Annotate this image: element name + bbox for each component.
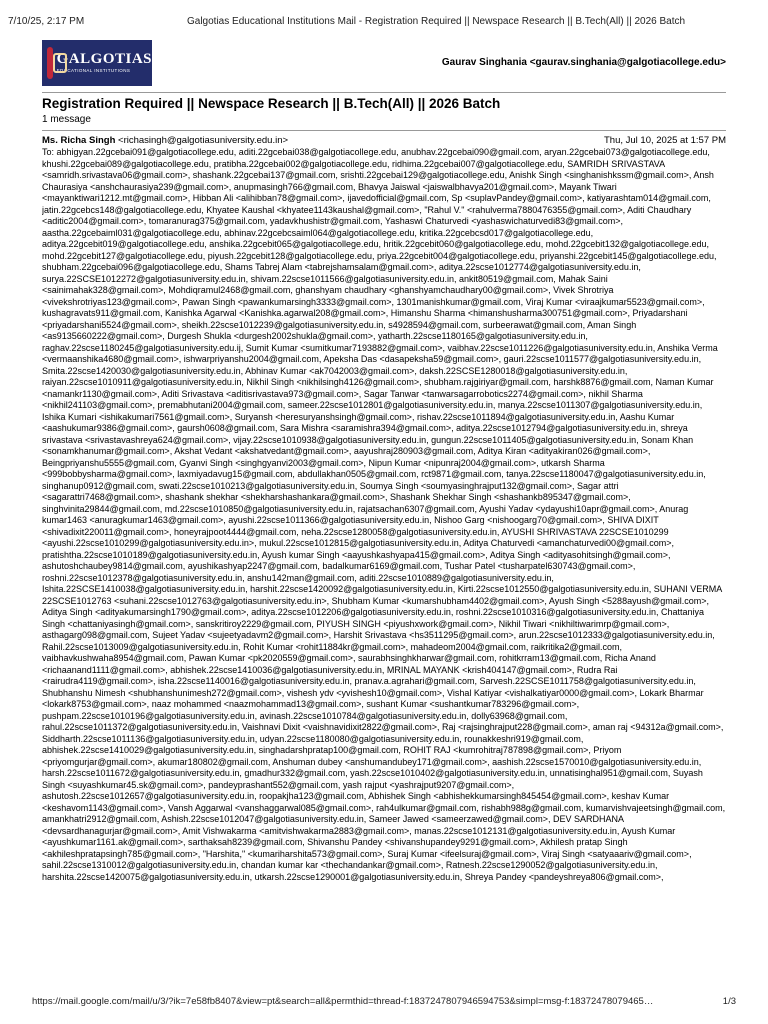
logo-subtext: EDUCATIONAL INSTITUTIONS	[56, 68, 131, 74]
account-identity: Gaurav Singhania <gaurav.singhania@galgotiacollege.edu>	[441, 57, 726, 68]
galgotias-logo	[42, 40, 152, 86]
thread-subject: Registration Required || Newspace Research || B.Tech(All) || 2026 Batch	[42, 96, 501, 111]
page-number: 1/3	[722, 996, 736, 1007]
header-divider	[42, 92, 726, 93]
print-header	[0, 16, 768, 30]
sender-email: <richasingh@galgotiasuniversity.edu.in>	[118, 135, 289, 146]
sender-name: Ms. Richa Singh	[42, 135, 116, 146]
logo-word: GALGOTIAS	[56, 51, 152, 68]
logo-text	[57, 52, 152, 74]
thread-divider	[42, 130, 726, 131]
message-count: 1 message	[42, 114, 91, 125]
print-footer	[0, 996, 768, 1010]
print-document-title: Galgotias Educational Institutions Mail - Registration Required || Newspace Research || B.Tech(All) || 2026 Batch	[187, 16, 686, 27]
recipients-text: abhigyan.22gcebai091@galgotiacollege.edu, aditi.22gcebai038@galgotiacollege.edu, anubhav.22gcebai090@gmail.com, aryan.22gcebai073@galgotiacollege.edu, khushi.22gcebai089@galgotiacollege.edu, pratibha.22gcebai002@galgotiacollege.edu, ridhima.22gcebai007@galgotiacollege.edu, SAMRIDH SRIVASTAVA <samridh.srivastava06@gmail.com>, shashank.22gcebai137@gmail.com, srishti.22gcebai129@galgotiacollege.edu, Anishk Singh <singhanishkssm@gmail.com>, Ansh Chaurasiya <anshchaurasiya239@gmail.com>, anupmasingh766@gmail.com, Bhavya Jaiswal <jaiswalbhavya201@gmail.com>, Mayank Tiwari <mayanktiwari1212.mt@gmail.com>, Hibban Ali <alihibban78@gmail.com>, ijavedofficial@gmail.com, Sp <suplavPandey@gmail.com>, katiyarashtam014@gmail.com, jatin.22gcebcs148@galgotiacollege.edu, Khyatee Kaushal <khyatee1143kaushal@gmail.com>, "Rahul V." <rahulverma7880476355@gmail.com>, Aditi Chaudhary <aditic2004@gmail.com>, tomaranurag375@gmail.com, yadavkhushistr@gmail.com, Yashaswi Chaturvedi <yashaswichaturvedi83@gmail.com>, aastha.22gcebaiml031@galgotiacollege.edu, abhinav.22gcebcsaiml064@galgotiacollege.edu, kritika.22gcebcsd017@galgotiacollege.edu, aditya.22gcebit019@galgotiacollege.edu, anshika.22gcebit065@galgotiacollege.edu, hritik.22gcebit060@galgotiacollege.edu, mohd.22gcebit132@galgotiacollege.edu, mohd.22gcebit127@galgotiacollege.edu, piyush.22gcebit128@galgotiacollege.edu, priya.22gcebit004@galgotiacollege.edu, priyanshi.22gcebit145@galgotiacollege.edu, shubham.22gcebai096@galgotiacollege.edu, Shams Tabrej Alam <tabrejshamsalam@gmail.com>, aditya.22scse1012774@galgotiasuniversity.edu.in, surya.22SCSE1012272@galgotiasuniversity.edu.in, shivam.22scse1011566@galgotiasuniversity.edu.in, ankit80519@gmail.com, Mahak Saini <sainimahak328@gmail.com>, Mohdiqramul2468@gmail.com, ghanshyam chaudhary <ghanshyamchaudhary00@gmail.com>, Vivek Shrotriya <vivekshrotriyas123@gmail.com>, Pawan Singh <pawankumarsingh3333@gmail.com>, 1301manishkumar@gmail.com, Viraj Kumar <viraajkumar5523@gmail.com>, kushagravats911@gmail.com, Kanishka Agarwal <Kanishka.agarwal208@gmail.com>, Himanshu Sharma <himanshusharma300751@gmail.com>, Priyadarshani <priyadarshani5524@gmail.com>, sheikh.22scse1012239@galgotiasuniversity.edu.in, s4928594@gmail.com, surbeerawat@gmail.com, Aman Singh <as9135660222@gmail.com>, Durgesh Shukla <durgesh2002shukla@gmail.com>, yatharth.22scse1180165@galgotiasuniversity.edu.in, raghav.22scse1180245@galgotiasuniversity.edu.ij, Sumit Kumar <sumitkumar7193882@gmail.com>, vaibhav.22scse1011226@galgotiasuniversity.edu.in, Anshika Verma <vermaanshika4680@gmail.com>, ishwarpriyanshu2004@gmail.com, Apeksha Das <dasapeksha59@gmail.com>, gauri.22scse1011577@galgotiasuniversity.edu.in, Smita.22scse1420030@galgotiasuniversity.edu.in, Abhinav Kumar <ak7042003@gmail.com>, daksh.22SCSE1280018@galgotiasuniversity.edu.in, raiyan.22scse1010911@galgotiasuniversity.edu.in, Nikhil Singh <nikhilsingh4126@gmail.com>, shubham.rajgiriyar@gmail.com, harshk8876@gmail.com, Naman Kumar <namankr1130@gmail.com>, Aditi Srivastava <aditisrivastava973@gmail.com>, Sagar Tanwar <tanwarsagarrobotics2274@gmail.com>, nikhil Sharma <nikhil241103@gmail.com>, premabhutani2004@gmail.com, sameer.22scse1012801@galgotiasuniversity.edu.in, manya.22scse1011307@galgotiasuniversity.edu.in, Ishika Kumari <ishikakumari7561@gmail.com>, Suryansh <heresuryanshsingh@gmail.com>, rishav.22scse1011894@galgotiasuniversity.edu.in, Aashu Kumar <aashukumar9386@gmail.com>, gaursh0608@gmail.com, Sara Mishra <saramishra394@gmail.com>, aditya.22scse1012794@galgotiasuniversity.edu.in, shreya srivastava <srivastavashreya624@gmail.com>, vijay.22scse1010938@galgotiasuniversity.edu.in, gungun.22scse1011405@galgotiasuniversity.edu.in, Sonam Khan <sonamkhanumar@gmail.com>, Akshat Vedant <akshatvedant@gmail.com>, aayushraj280903@gmail.com, Aditya Kiran <adityakiran026@gmail.com>, Beingpriyanshu5555@gmail.com, Gyanvi Singh <singhgyanvi2003@gmail.com>, Nipun Kumar <nipunraj2004@gmail.com>, utkarsh Sharma <999bobbysharma@gmail.com>, laxmiyadavug15@gmail.com, abdullakhan0505@gmail.com, rct9871@gmail.com, tanya.22scse1180047@galgotiasuniversity.edu.in, singhanup0912@gmail.com, swati.22scse1010213@galgotiasuniversity.edu.in, Soumya Singh <soumyasinghrajput132@gmail.com>, Sagar attri <sagarattri7468@gmail.com>, shashank shekhar <shekharshashankara@gmail.com>, Shashank Shekhar Singh <shashankb895347@gmail.com>, singhvinita29844@gmail.com, md.22scse1010850@galgotiasuniversity.edu.in, rajatsachan6307@gmail.com, Ayushi Yadav <ydayushi10apr@gmail.com>, Anurag kumar1463 <anuragkumar1463@gmail.com>, ayushi.22scse1011366@galgotiasuniversity.edu.in, Nishoo Garg <nishoogarg70@gmail.com>, SHIVA DIXIT <shivadixit220011@gmail.com>, honeyrajpoot4444@gmail.com, neha.22scse1280058@galgotiasuniversity.edu.in, AYUSHI SHRIVASTAVA 22SCSE1010299 <ayushi.22scse1010299@galgotiasuniversity.edu.in>, mukul.22scse1012815@galgotiasuniversity.edu.in, Aditya Chaturvedi <amanchaturvedi00@gmail.com>, pratishtha.22scse1010189@galgotiasuniversity.edu.in, Ayush kumar Singh <aayushkashyapa415@gmail.com>, Aditya Singh <adityasohitsingh@gmail.com>, ashutoshchaubey9814@gmail.com, ayushikashyap2247@gmail.com, badalkumar6169@gmail.com, Tushar Patel <tusharpatel630743@gmail.com>, roshni.22scse1012378@galgotiasuniversity.edu.in, anshu142man@gmail.com, aditi.22scse1010889@galgotiasuniversity.edu.in, Ishita.22SCSE1410038@galgotiasuniversity.edu.in, harshit.22scse1420092@galgotiasuniversity.edu.in, Kirti.22scse1012550@galgotiasuniversity.edu.in, SUHANI VERMA 22SCSE1012763 <suhani.22scse1012763@galgotiasuniversity.edu.in>, Shubham Kumar <kumarshubham4402@gmail.com>, Ayush Singh <5288ayush@gmail.com>, Aditya Singh <adityakumarsingh1790@gmail.com>, aditya.22scse1012206@galgotiasuniversity.edu.in, roshni.22scse1010316@galgotiasuniversity.edu.in, Chattaniya Singh <chattaniyasingh@gmail.com>, sanskritiroy2229@gmail.com, PIYUSH SINGH <piyushxwork@gmail.com>, Nikhil Tiwari <nikhiltiwarimrp@gmail.com>, asthagarg098@gmail.com, Sujeet Yadav <sujeetyadavm2@gmail.com>, Harshit Srivastava <hs3511295@gmail.com>, arun.22scse1012333@galgotiasuniversity.edu.in, Rahil.22scse1013009@galgotiasuniversity.edu.in, Rohit Kumar <rohit11884kr@gmail.com>, mahadeom2004@gmail.com, raikritika2@gmail.com, vaibhavkushwaha8954@gmail.com, Pawan Kumar <pk2020559@gmail.com>, saurabhsinghkharwar@gmail.com, rohitkrram13@gmail.com, Richa Anand <richaanand1111@gmail.com>, abhishek.22scse1410036@galgotiasuniversity.edu.in, MRINAL MAYANK <krish404147@gmail.com>, Rudra Rai <rairudra4119@gmail.com>, isha.22scse1140016@galgotiasuniversity.edu.in, pranav.a.agrahari@gmail.com, Sarvesh.22SCSE1011758@galgotiasuniversity.edu.in, Shubhanshu Nimesh <shubhanshunimesh272@gmail.com>, vishesh ydv <yvishesh10@gmail.com>, Vishal Katiyar <vishalkatiyar0000@gmail.com>, Lokark Bharmar <lokark8753@gmail.com>, naaz mohammed <naazmohammad13@gmail.com>, sushant Kumar <sushantkumar783296@gmail.com>, pushpam.22scse1010196@galgotiasuniversity.edu.in, avinash.22scse1010784@galgotiasuniversity.edu.in, dolly63968@gmail.com, rahul.22scse1011372@galgotiasuniversity.edu.in, Vaishnavi Dixit <vaishnavidixit2822@gmail.com>, Raj <rajsinghrajput228@gmail.com>, aman raj <94312a@gmail.com>, Siddharth.22scse1011136@galgotiasuniversity.edu.in, udyan.22scse1180080@galgotiasuniversity.edu.in, rounakkeshri919@gmail.com, abhishek.22scse1410029@galgotiasuniversity.edu.in, singhadarshpratap100@gmail.com, ROHIT RAJ <kumrohitraj787898@gmail.com>, Priyom <priyomgurjar@gmail.com>, akumar180802@gmail.com, Anshuman dubey <anshumandubey171@gmail.com>, aashish.22scse1570010@galgotiasuniversity.edu.in, harsh.22scse1011672@galgotiasuniversity.edu.in, gmadhur332@gmail.com, yash.22scse1010402@galgotiasuniversity.edu.in, unnatisinghal951@gmail.com, Suyash Singh <suyashkumar45.sk@gmail.com>, pandeyprashant552@gmail.com, yash rajput <yashrajput9207@gmail.com>, ashutosh.22scse1012657@galgotiasuniversity.edu.in, roopakjha123@gmail.com, Abhishek Singh <abhishekkumarsingh845454@gmail.com>, keshav Kumar <keshavom1143@gmail.com>, Vansh Aggarwal <vanshaggarwal085@gmail.com>, rah4ulkumar@gmail.com, rishabh988g@gmail.com, kumarvishvajeetsingh@gmail.com, amankhatri2912@gmail.com, Ashish.22scse1012047@galgotiasuniversity.edu.in, Sameer Jawed <sameerzawed@gmail.com>, DEV SARDHANA <devsardhanagurjar@gmail.com>, Amit Vishwakarma <amitvishwakarma2883@gmail.com>, manas.22scse1012131@galgotiasuniversity.edu.in, Ayush Kumar <ayushkumar1161.ak@gmail.com>, sarthaksah8239@gmail.com, Shivanshu Pandey <shivanshupandey9291@gmail.com>, Akhilesh pratap Singh <akhileshpratapsingh785@gmail.com>, "Harshita," <kumariharshita573@gmail.com>, Suraj Kumar <ifeelsuraj@gmail.com>, Viraj Singh <satyaaariv@gmail.com>, sahil.22scse1310012@galgotiasuniversity.edu.in, chandan kumar kar <thechandankar@gmail.com>, Ratnesh.22scse1290052@galgotiasuniversity.edu.in, harshita.22scse1420075@galgotiasuniversity.edu.in, utkarsh.22scse1290001@galgotiasuniversity.edu.in, Shreya Pandey <pandeyshreya806@gmail.com>,	[42, 147, 726, 882]
brand-row	[42, 40, 726, 88]
print-timestamp: 7/10/25, 2:17 PM	[8, 16, 85, 27]
recipient-list	[42, 147, 728, 987]
print-url: https://mail.google.com/mail/u/3/?ik=7e58fb8407&view=pt&search=all&permthid=thread-f:1837247807946594753&simpl=msg-f:18372478079465…	[32, 996, 654, 1007]
to-label: To:	[42, 147, 55, 157]
seal-icon	[47, 47, 53, 79]
message-date: Thu, Jul 10, 2025 at 1:57 PM	[604, 135, 726, 146]
sender	[42, 135, 288, 146]
